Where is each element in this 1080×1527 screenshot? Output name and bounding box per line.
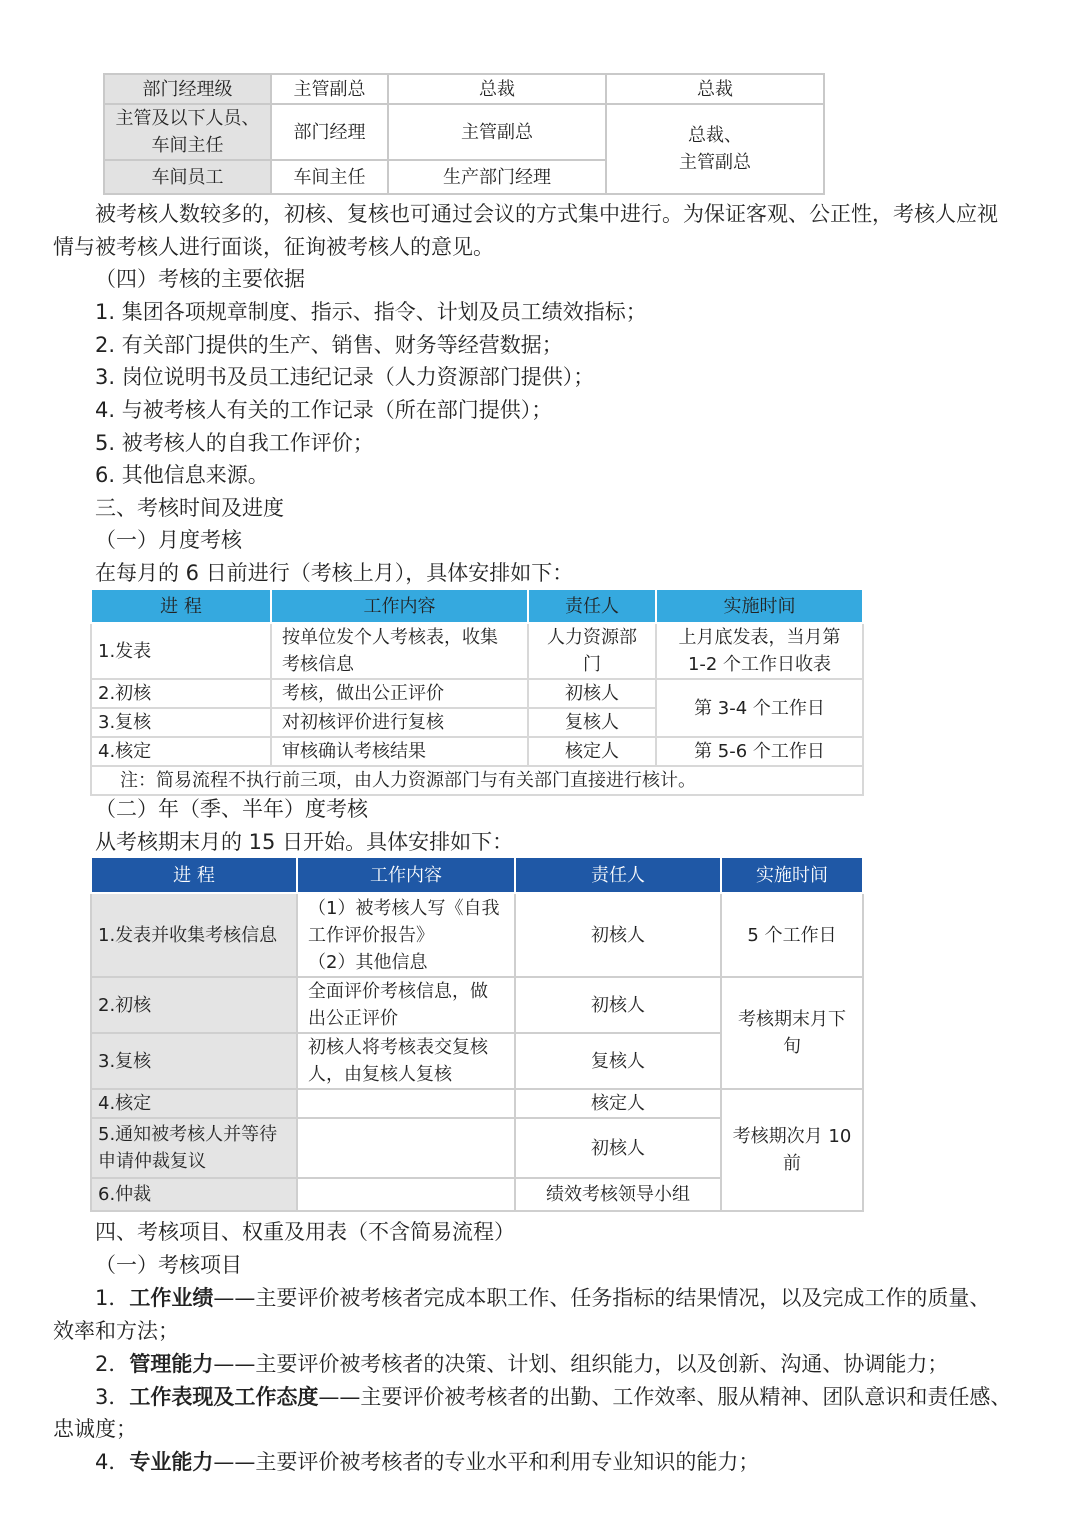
table-cell	[606, 104, 824, 194]
table-cell: 审核确认考核结果	[271, 737, 528, 766]
table-row	[91, 1089, 863, 1118]
table-cell	[271, 623, 528, 679]
table-cell	[721, 977, 863, 1089]
list-item	[95, 1282, 990, 1315]
annual-schedule-table	[90, 856, 864, 1212]
column-header: 工作内容	[297, 857, 515, 893]
cell-line: 主管副总	[679, 152, 751, 173]
item-text: ——主要评价被考核者的决策、计划、组织能力，以及创新、沟通、协调能力；	[213, 1352, 949, 1376]
cell-line: 考核期末月下	[738, 1009, 846, 1030]
table-row	[104, 104, 824, 160]
table-cell: 总裁	[606, 74, 824, 104]
table-cell	[91, 1118, 297, 1178]
table-cell: 5 个工作日	[721, 893, 863, 977]
table-cell	[528, 623, 656, 679]
column-header: 进 程	[91, 857, 297, 893]
table-cell	[297, 1178, 515, 1211]
table-cell: 总裁	[388, 74, 606, 104]
table-header-row	[91, 857, 863, 893]
table-cell: 1.发表并收集考核信息	[91, 893, 297, 977]
cell-line: 初核人将考核表交复核	[308, 1037, 488, 1058]
cell-line: 考核期次月 10	[732, 1126, 852, 1147]
list-item: 2. 有关部门提供的生产、销售、财务等经营数据；	[95, 333, 563, 357]
table-cell: 3.复核	[91, 708, 271, 737]
table-cell: 初核人	[515, 977, 721, 1033]
table-row	[91, 679, 863, 708]
list-item	[95, 1446, 759, 1479]
cell-line: 人，由复核人复核	[308, 1064, 452, 1085]
list-item: 5. 被考核人的自我工作评价；	[95, 431, 374, 455]
table-cell	[297, 977, 515, 1033]
table-cell	[297, 1118, 515, 1178]
list-item: 3. 岗位说明书及员工违纪记录（人力资源部门提供）；	[95, 365, 595, 389]
column-header: 实施时间	[721, 857, 863, 893]
list-item-continuation: 效率和方法；	[53, 1319, 179, 1343]
cell-line: 出公正评价	[308, 1008, 398, 1029]
table-note-row	[91, 766, 863, 795]
table-cell: 部门经理级	[104, 74, 271, 104]
paragraph-line: 在每月的 6 日前进行（考核上月），具体安排如下：	[95, 561, 574, 585]
table-cell	[721, 1089, 863, 1211]
table-row	[91, 623, 863, 679]
list-item: 1. 集团各项规章制度、指示、指令、计划及员工绩效指标；	[95, 300, 647, 324]
table-cell: 主管副总	[388, 104, 606, 160]
item-number: 1．	[95, 1286, 130, 1310]
table-row	[91, 893, 863, 977]
table-cell: 3.复核	[91, 1033, 297, 1089]
item-title: 管理能力	[129, 1352, 214, 1376]
table-note: 注：简易流程不执行前三项，由人力资源部门与有关部门直接进行核计。	[91, 766, 863, 795]
cell-line: 全面评价考核信息，做	[308, 981, 488, 1002]
table-cell: 初核人	[528, 679, 656, 708]
cell-line: 总裁、	[688, 125, 742, 146]
table-row	[91, 737, 863, 766]
table-cell: 第 5-6 个工作日	[656, 737, 863, 766]
item-number: 4．	[95, 1450, 130, 1474]
cell-line: 工作评价报告》	[308, 924, 434, 946]
table-cell: 4.核定	[91, 1089, 297, 1118]
table-row	[104, 74, 824, 104]
table-cell: 2.初核	[91, 977, 297, 1033]
section-heading: （四）考核的主要依据	[95, 267, 305, 291]
item-text: ——主要评价被考核者的出勤、工作效率、服从精神、团队意识和责任感、	[318, 1385, 1012, 1409]
cell-line: 门	[583, 654, 601, 675]
table-cell	[104, 104, 271, 160]
table-cell: 6.仲裁	[91, 1178, 297, 1211]
table-cell: 复核人	[528, 708, 656, 737]
cell-line: 上月底发表，当月第	[678, 627, 841, 648]
column-header: 责任人	[528, 589, 656, 623]
list-item: 4. 与被考核人有关的工作记录（所在部门提供）；	[95, 398, 553, 422]
table-cell	[656, 623, 863, 679]
cell-line: 5.通知被考核人并等待	[98, 1124, 278, 1145]
table-row	[91, 977, 863, 1033]
cell-line: 考核信息	[282, 654, 354, 675]
monthly-schedule-table	[90, 588, 864, 796]
table-cell: 主管副总	[271, 74, 388, 104]
item-number: 2．	[95, 1352, 130, 1376]
section-heading: 四、考核项目、权重及用表（不含简易流程）	[95, 1220, 515, 1244]
cell-line: （2）其他信息	[308, 951, 428, 973]
column-header: 责任人	[515, 857, 721, 893]
cell-line: 申请仲裁复议	[98, 1151, 206, 1172]
table-cell	[297, 893, 515, 977]
table-cell: 车间员工	[104, 160, 271, 194]
section-heading: 三、考核时间及进度	[95, 496, 284, 520]
table-cell: 生产部门经理	[388, 160, 606, 194]
cell-line: 旬	[783, 1036, 801, 1057]
list-item	[95, 1348, 948, 1381]
cell-line: 车间主任	[151, 135, 224, 156]
table-cell: 4.核定	[91, 737, 271, 766]
item-title: 工作业绩	[129, 1286, 214, 1310]
paragraph-line: 情与被考核人进行面谈，征询被考核人的意见。	[53, 235, 494, 259]
table-cell: 复核人	[515, 1033, 721, 1089]
cell-line: 按单位发个人考核表，收集	[282, 627, 498, 648]
cell-line: 主管及以下人员、	[115, 108, 260, 129]
cell-line: 1-2 个工作日收表	[687, 654, 832, 675]
table-cell: 初核人	[515, 1118, 721, 1178]
subsection-heading: （一）考核项目	[95, 1253, 242, 1277]
cell-line: 前	[783, 1153, 801, 1174]
column-header: 实施时间	[656, 589, 863, 623]
table-cell: 1.发表	[91, 623, 271, 679]
table-cell	[297, 1089, 515, 1118]
table-cell: 初核人	[515, 893, 721, 977]
column-header: 工作内容	[271, 589, 528, 623]
column-header: 进 程	[91, 589, 271, 623]
item-text: ——主要评价被考核者完成本职工作、任务指标的结果情况，以及完成工作的质量、	[213, 1286, 991, 1310]
cell-line: 人力资源部	[547, 627, 637, 648]
table-cell: 2.初核	[91, 679, 271, 708]
paragraph-line: 从考核期末月的 15 日开始。具体安排如下：	[95, 830, 514, 854]
list-item	[95, 1381, 1011, 1414]
table-cell	[297, 1033, 515, 1089]
table-cell: 绩效考核领导小组	[515, 1178, 721, 1211]
table-cell: 核定人	[528, 737, 656, 766]
table-cell: 车间主任	[271, 160, 388, 194]
item-number: 3．	[95, 1385, 130, 1409]
table-cell: 核定人	[515, 1089, 721, 1118]
approval-level-table	[103, 73, 825, 195]
item-title: 工作表现及工作态度	[129, 1385, 319, 1409]
list-item: 6. 其他信息来源。	[95, 463, 269, 487]
table-header-row	[91, 589, 863, 623]
cell-line: （1）被考核人写《自我	[308, 897, 500, 919]
subsection-heading: （二）年（季、半年）度考核	[95, 797, 368, 821]
item-text: ——主要评价被考核者的专业水平和利用专业知识的能力；	[213, 1450, 760, 1474]
item-title: 专业能力	[129, 1450, 214, 1474]
table-cell: 第 3-4 个工作日	[656, 679, 863, 737]
subsection-heading: （一）月度考核	[95, 528, 242, 552]
list-item-continuation: 忠诚度；	[53, 1417, 137, 1441]
table-cell: 对初核评价进行复核	[271, 708, 528, 737]
table-cell: 部门经理	[271, 104, 388, 160]
table-cell: 考核，做出公正评价	[271, 679, 528, 708]
paragraph-line: 被考核人数较多的，初核、复核也可通过会议的方式集中进行。为保证客观、公正性，考核人应视	[95, 202, 998, 226]
